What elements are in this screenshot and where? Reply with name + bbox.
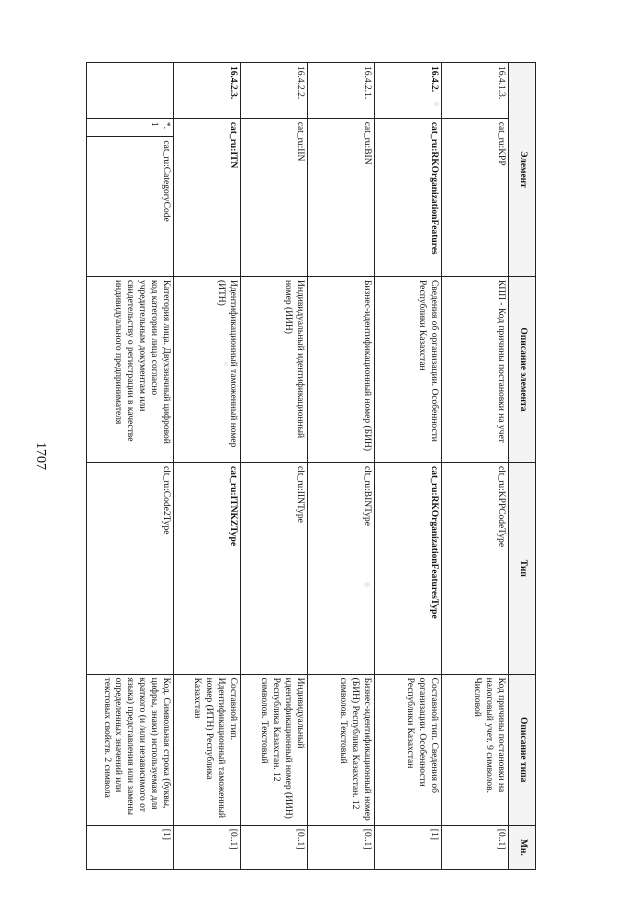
row-number: 16.4.2.2. — [241, 63, 308, 119]
row-mn: [1] — [87, 825, 174, 869]
row-indent — [87, 63, 174, 119]
table-header-row — [509, 63, 536, 870]
row-type-desc: Составной тип. Сведения об организации. Особенности Республики Казахстан — [375, 674, 442, 825]
header-element: Элемент — [509, 63, 536, 277]
row-element-desc: Идентификационный таможенный номер (ИТН) — [174, 276, 241, 462]
row-number: 16.4.2.1. — [308, 63, 375, 119]
row-type: cat_ru:RKOrganizationFeaturesType — [375, 463, 442, 675]
row-mn: [0..1] — [241, 825, 308, 869]
row-mn: [0..1] — [442, 825, 509, 869]
row-mn: [0..1] — [174, 825, 241, 869]
row-element-desc: Категория лица. Двухзначный цифровой код категории лица согласно учредительным документам или свидетельству о регистрации в качестве индивидуального предпринимателя — [87, 276, 174, 462]
row-type-desc: Бизнес-идентификационный номер (БИН) Республика Казахстан. 12 символов. Текстовый — [308, 674, 375, 825]
row-element-desc: Бизнес-идентификационный номер (БИН) — [308, 276, 375, 462]
row-number: *.1 — [87, 118, 174, 137]
header-element-desc: Описание элемента — [509, 276, 536, 462]
row-type-desc: Код причины постановки на налоговый учет. 9 символов. Числовой — [442, 674, 509, 825]
row-element-desc: Сведения об организации. Особенности Республики Казахстан — [375, 276, 442, 462]
row-number: 16.4.2. — [375, 63, 442, 119]
row-element: cat_ru:BIN — [308, 118, 375, 276]
page-number: 1707 — [33, 442, 48, 470]
header-type-desc: Описание типа — [509, 674, 536, 825]
table-row — [375, 63, 442, 870]
row-number: 16.4.1.3. — [442, 63, 509, 119]
row-type: clt_ru:KPPCodeType — [442, 463, 509, 675]
row-element-desc: КПП - Код причины постановки на учет — [442, 276, 509, 462]
row-element: cat_ru:ITN — [174, 118, 241, 276]
row-type: clt_ru:Code2Type — [87, 463, 174, 675]
table-row — [442, 63, 509, 870]
row-mn: [1] — [375, 825, 442, 869]
header-mn: Мн. — [509, 825, 536, 869]
row-element: cat_ru:IIN — [241, 118, 308, 276]
row-element: cat_ru:KPP — [442, 118, 509, 276]
row-type-desc: Составной тип. Идентификационный таможенный номер (ИТН) Республика Казахстан — [174, 674, 241, 825]
row-mn: [0..1] — [308, 825, 375, 869]
table-row — [241, 63, 308, 870]
row-type-desc: Индивидуальный идентификационный номер (ИИН) Республика Казахстан. 12 символов. Текстовый — [241, 674, 308, 825]
specification-table — [86, 62, 536, 870]
row-type-desc: Код. Символьная строка (буквы, цифры, знаки) используемая для краткого (и /или независимого от языка) представления или замены определенных значений или текстовых свойств. 2 символа — [87, 674, 174, 825]
row-type: clt_ru:BINType — [308, 463, 375, 675]
row-number: 16.4.2.3. — [174, 63, 241, 119]
row-element: cat_ru:RKOrganizationFeatures — [375, 118, 442, 276]
table-row — [174, 63, 241, 870]
row-type: clt_ru:IINType — [241, 463, 308, 675]
row-type: cat_ru:ITNKZType — [174, 463, 241, 675]
row-element: cat_ru:CategoryCode — [87, 137, 174, 277]
table-row — [308, 63, 375, 870]
header-type: Тип — [509, 463, 536, 675]
table-row — [87, 63, 174, 870]
rotated-table-container — [101, 62, 536, 870]
row-element-desc: Индивидуальный идентификационный номер (ИИН) — [241, 276, 308, 462]
document-sheet — [101, 62, 536, 870]
